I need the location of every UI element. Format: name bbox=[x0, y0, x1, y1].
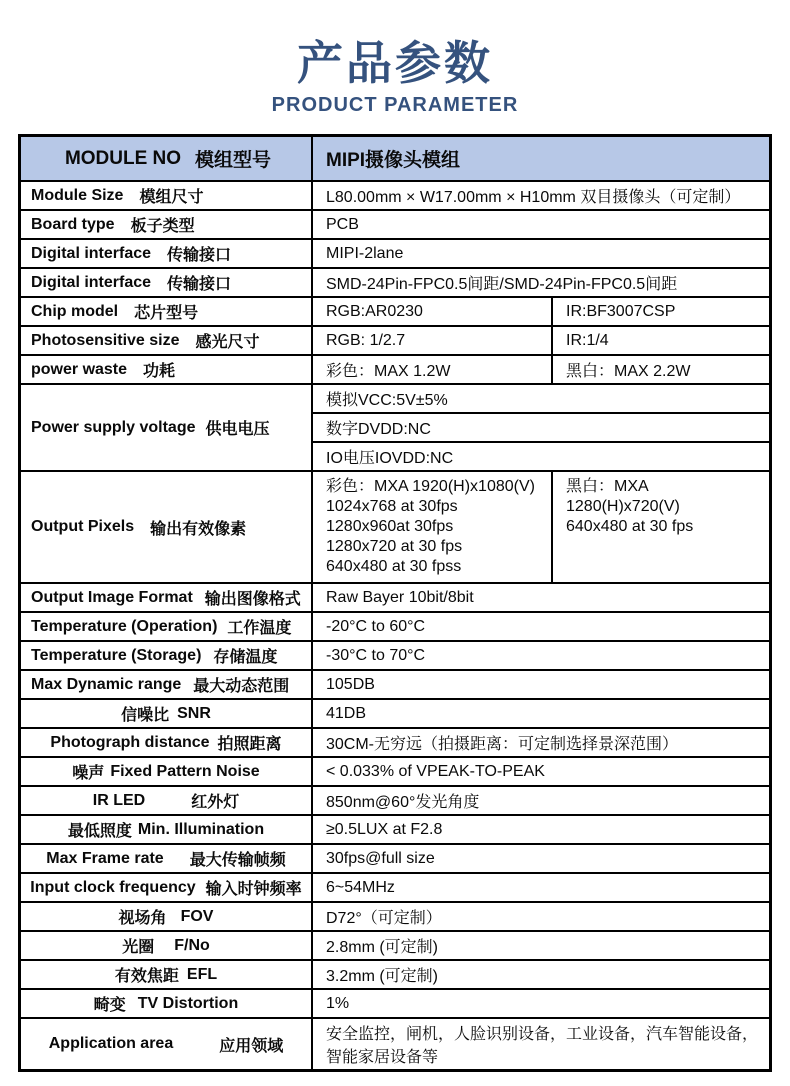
param-value-area bbox=[313, 816, 769, 843]
param-value-cell: 3.2mm (可定制) bbox=[326, 968, 439, 985]
param-label-cell bbox=[21, 211, 313, 238]
param-label-part-2: F/No bbox=[174, 936, 210, 954]
param-label-cell bbox=[21, 584, 313, 611]
table-row bbox=[21, 901, 769, 930]
param-label-part-2: 供电电压 bbox=[205, 421, 270, 438]
param-value-area bbox=[313, 356, 769, 383]
table-row bbox=[21, 785, 769, 814]
param-label-cell bbox=[21, 269, 313, 296]
param-label-part-1: IR LED bbox=[92, 791, 146, 809]
param-label-part-2: Min. Illumination bbox=[137, 820, 265, 838]
param-value-cell: 850nm@60°发光角度 bbox=[326, 794, 480, 811]
param-value-area bbox=[313, 642, 769, 669]
param-value-area bbox=[313, 298, 769, 325]
param-value-area bbox=[313, 472, 769, 582]
param-label-part-2: 存储温度 bbox=[213, 649, 278, 666]
param-label-part-1: Max Dynamic range bbox=[31, 675, 182, 693]
param-label-part-1: Photograph distance bbox=[50, 733, 210, 751]
param-value-area bbox=[313, 211, 769, 238]
param-label-cell bbox=[21, 816, 313, 843]
module-name-cell: MIPI摄像头模组 bbox=[326, 150, 461, 171]
param-label-part-2: 传输接口 bbox=[167, 276, 232, 293]
param-value-cell: -30°C to 70°C bbox=[326, 646, 426, 664]
param-value-area bbox=[313, 671, 769, 698]
param-value-cell: 6~54MHz bbox=[326, 878, 395, 896]
param-label-part-1: Photosensitive size bbox=[31, 331, 180, 349]
param-label-part-1: 噪声 bbox=[72, 765, 105, 782]
param-label-part-1: 视场角 bbox=[118, 910, 167, 927]
param-label-part-2: 输出图像格式 bbox=[204, 591, 301, 608]
param-label-part-1: 有效焦距 bbox=[114, 968, 179, 985]
parameter-table bbox=[18, 134, 772, 1072]
param-label-cell bbox=[21, 385, 313, 470]
param-value-area bbox=[313, 990, 769, 1017]
param-value-area bbox=[313, 1019, 769, 1069]
param-value-area bbox=[313, 327, 769, 354]
param-label-part-1: Chip model bbox=[31, 302, 119, 320]
param-value-cell: MIPI-2lane bbox=[326, 244, 404, 262]
param-label-part-1: 光圈 bbox=[122, 939, 155, 956]
param-label-part-1: 最低照度 bbox=[67, 823, 132, 840]
param-label-part-1: Board type bbox=[31, 215, 115, 233]
param-label-cell bbox=[21, 298, 313, 325]
table-row bbox=[21, 267, 769, 296]
param-label-part-1: Temperature (Storage) bbox=[31, 646, 202, 664]
param-value-cell: 30CM-无穷远（拍摄距离：可定制选择景深范围） bbox=[326, 736, 679, 753]
param-value-area bbox=[313, 874, 769, 901]
param-label-part-2: 输入时钟频率 bbox=[205, 881, 302, 898]
param-label-part-2: 最大传输帧频 bbox=[189, 852, 286, 869]
param-label-part-2: 模组尺寸 bbox=[139, 189, 204, 206]
page-header bbox=[0, 0, 790, 118]
table-row bbox=[21, 180, 769, 209]
table-row bbox=[21, 959, 769, 988]
param-label-part-1: Power supply voltage bbox=[31, 418, 196, 436]
param-value-cell: IR:1/4 bbox=[566, 331, 609, 349]
param-value-cell: RGB: 1/2.7 bbox=[313, 327, 553, 354]
param-value-area bbox=[313, 903, 769, 930]
param-label-part-1: Digital interface bbox=[31, 244, 152, 262]
param-label-cell bbox=[21, 903, 313, 930]
param-label-part-2: 拍照距离 bbox=[217, 736, 282, 753]
page-title-zh: 产品参数 bbox=[297, 37, 493, 89]
param-value-area bbox=[313, 729, 769, 756]
param-value-cell bbox=[313, 472, 553, 582]
param-value-cell bbox=[553, 472, 769, 582]
param-label-part-2: 芯片型号 bbox=[134, 305, 199, 322]
table-row bbox=[21, 988, 769, 1017]
table-row bbox=[21, 756, 769, 785]
table-row bbox=[21, 814, 769, 843]
param-label-cell bbox=[21, 356, 313, 383]
param-value-cell: < 0.033% of VPEAK-TO-PEAK bbox=[326, 762, 545, 780]
param-value-cell: PCB bbox=[326, 215, 359, 233]
param-label-part-2: TV Distortion bbox=[137, 994, 239, 1012]
table-header-row bbox=[21, 137, 769, 180]
param-label-part-2: Fixed Pattern Noise bbox=[110, 762, 260, 780]
param-value-cell: SMD-24Pin-FPC0.5间距/SMD-24Pin-FPC0.5间距 bbox=[326, 276, 678, 293]
table-row bbox=[21, 727, 769, 756]
param-label-part-2: 功耗 bbox=[143, 363, 176, 380]
param-value-cell: -20°C to 60°C bbox=[326, 617, 426, 635]
param-value-cell: 105DB bbox=[326, 675, 375, 693]
module-no-header-cell bbox=[21, 137, 313, 180]
param-label-cell bbox=[21, 787, 313, 814]
param-value-cell: RGB:AR0230 bbox=[313, 298, 553, 325]
param-value-area bbox=[313, 182, 769, 209]
table-row bbox=[21, 640, 769, 669]
param-value-area bbox=[313, 613, 769, 640]
param-value-cell: 黑白：MAX 2.2W bbox=[566, 363, 691, 380]
param-label-part-2: SNR bbox=[177, 704, 211, 722]
param-value-area bbox=[313, 700, 769, 727]
param-label-part-2: 传输接口 bbox=[167, 247, 232, 264]
param-value-line: 黑白：MXA 1280(H)x720(V) bbox=[566, 478, 680, 515]
param-value-area bbox=[313, 932, 769, 959]
param-value-line: 640x480 at 30 fpss bbox=[326, 558, 462, 575]
param-label-cell bbox=[21, 472, 313, 582]
param-label-part-2: 感光尺寸 bbox=[195, 334, 260, 351]
param-value-cell: 30fps@full size bbox=[326, 849, 435, 867]
param-value-area bbox=[313, 240, 769, 267]
param-label-cell bbox=[21, 613, 313, 640]
param-label-cell bbox=[21, 961, 313, 988]
module-no-label-en: MODULE NO bbox=[64, 147, 182, 169]
param-value-subrow: 数字DVDD:NC bbox=[313, 412, 769, 441]
table-row bbox=[21, 611, 769, 640]
param-label-part-1: Max Frame rate bbox=[46, 849, 164, 867]
param-value-subrow: 模拟VCC:5V±5% bbox=[326, 392, 448, 409]
param-value-cell: 安全监控，闸机，人脸识别设备，工业设备，汽车智能设备，智能家居设备等 bbox=[326, 1026, 759, 1066]
param-label-cell bbox=[21, 990, 313, 1017]
param-value-cell: IR:BF3007CSP bbox=[566, 302, 676, 320]
param-label-part-1: Digital interface bbox=[31, 273, 152, 291]
param-label-cell bbox=[21, 1019, 313, 1069]
param-value-cell: Raw Bayer 10bit/8bit bbox=[326, 588, 474, 606]
param-value-line: 1280x960at 30fps bbox=[326, 518, 454, 535]
param-value-area bbox=[313, 584, 769, 611]
param-label-cell bbox=[21, 729, 313, 756]
table-row bbox=[21, 238, 769, 267]
param-label-part-1: Module Size bbox=[31, 186, 124, 204]
table-row bbox=[21, 470, 769, 582]
table-row bbox=[21, 669, 769, 698]
param-label-part-1: 信噪比 bbox=[121, 707, 170, 724]
table-row bbox=[21, 1017, 769, 1069]
param-label-part-1: Input clock frequency bbox=[30, 878, 196, 896]
param-value-cell: ≥0.5LUX at F2.8 bbox=[326, 820, 443, 838]
param-label-cell bbox=[21, 671, 313, 698]
param-label-part-2: 应用领域 bbox=[219, 1037, 284, 1055]
param-label-cell bbox=[21, 700, 313, 727]
param-value-area bbox=[313, 961, 769, 988]
param-value-cell: D72°（可定制） bbox=[326, 910, 442, 927]
param-label-part-1: power waste bbox=[31, 360, 128, 378]
param-label-cell bbox=[21, 182, 313, 209]
param-label-part-1: 畸变 bbox=[93, 997, 126, 1014]
table-row bbox=[21, 582, 769, 611]
module-name-area bbox=[313, 137, 769, 180]
param-value-line: 1024x768 at 30fps bbox=[326, 498, 458, 515]
param-label-part-1: Output Pixels bbox=[31, 518, 135, 535]
param-value-cell: 2.8mm (可定制) bbox=[326, 939, 439, 956]
param-label-part-1: Temperature (Operation) bbox=[31, 617, 218, 635]
param-label-cell bbox=[21, 932, 313, 959]
param-value-area bbox=[313, 845, 769, 872]
param-value-area bbox=[313, 758, 769, 785]
table-row bbox=[21, 209, 769, 238]
param-value-area bbox=[313, 787, 769, 814]
table-row bbox=[21, 296, 769, 325]
param-label-part-1: Application area bbox=[48, 1035, 174, 1052]
param-value-line: 彩色：MXA 1920(H)x1080(V) bbox=[326, 478, 535, 495]
param-label-part-2: 最大动态范围 bbox=[193, 678, 290, 695]
param-label-cell bbox=[21, 642, 313, 669]
param-value-cell: L80.00mm × W17.00mm × H10mm 双目摄像头（可定制） bbox=[326, 189, 741, 206]
table-row bbox=[21, 698, 769, 727]
param-label-part-2: 工作温度 bbox=[227, 620, 292, 637]
table-row bbox=[21, 843, 769, 872]
param-label-part-2: 红外灯 bbox=[191, 794, 240, 811]
table-row bbox=[21, 930, 769, 959]
table-row bbox=[21, 872, 769, 901]
param-label-cell bbox=[21, 845, 313, 872]
param-value-line: 1280x720 at 30 fps bbox=[326, 538, 463, 555]
param-value-cell: 彩色：MAX 1.2W bbox=[313, 356, 553, 383]
table-row bbox=[21, 325, 769, 354]
param-label-part-1: Output Image Format bbox=[31, 588, 193, 606]
param-value-area bbox=[313, 385, 769, 470]
table-row bbox=[21, 383, 769, 470]
param-label-part-2: FOV bbox=[180, 907, 214, 925]
param-label-cell bbox=[21, 874, 313, 901]
page-title-en: PRODUCT PARAMETER bbox=[271, 94, 519, 116]
param-value-cell: 1% bbox=[326, 994, 350, 1012]
param-value-subrow: IO电压IOVDD:NC bbox=[313, 441, 769, 470]
module-no-label-zh: 模组型号 bbox=[195, 150, 272, 171]
param-value-line: 640x480 at 30 fps bbox=[566, 518, 694, 535]
param-label-cell bbox=[21, 240, 313, 267]
param-label-cell bbox=[21, 327, 313, 354]
param-label-part-2: 输出有效像素 bbox=[150, 520, 247, 538]
table-row bbox=[21, 354, 769, 383]
param-label-part-2: 板子类型 bbox=[130, 218, 195, 235]
param-value-cell: 41DB bbox=[326, 704, 367, 722]
param-label-part-2: EFL bbox=[186, 965, 218, 983]
param-label-cell bbox=[21, 758, 313, 785]
param-value-area bbox=[313, 269, 769, 296]
